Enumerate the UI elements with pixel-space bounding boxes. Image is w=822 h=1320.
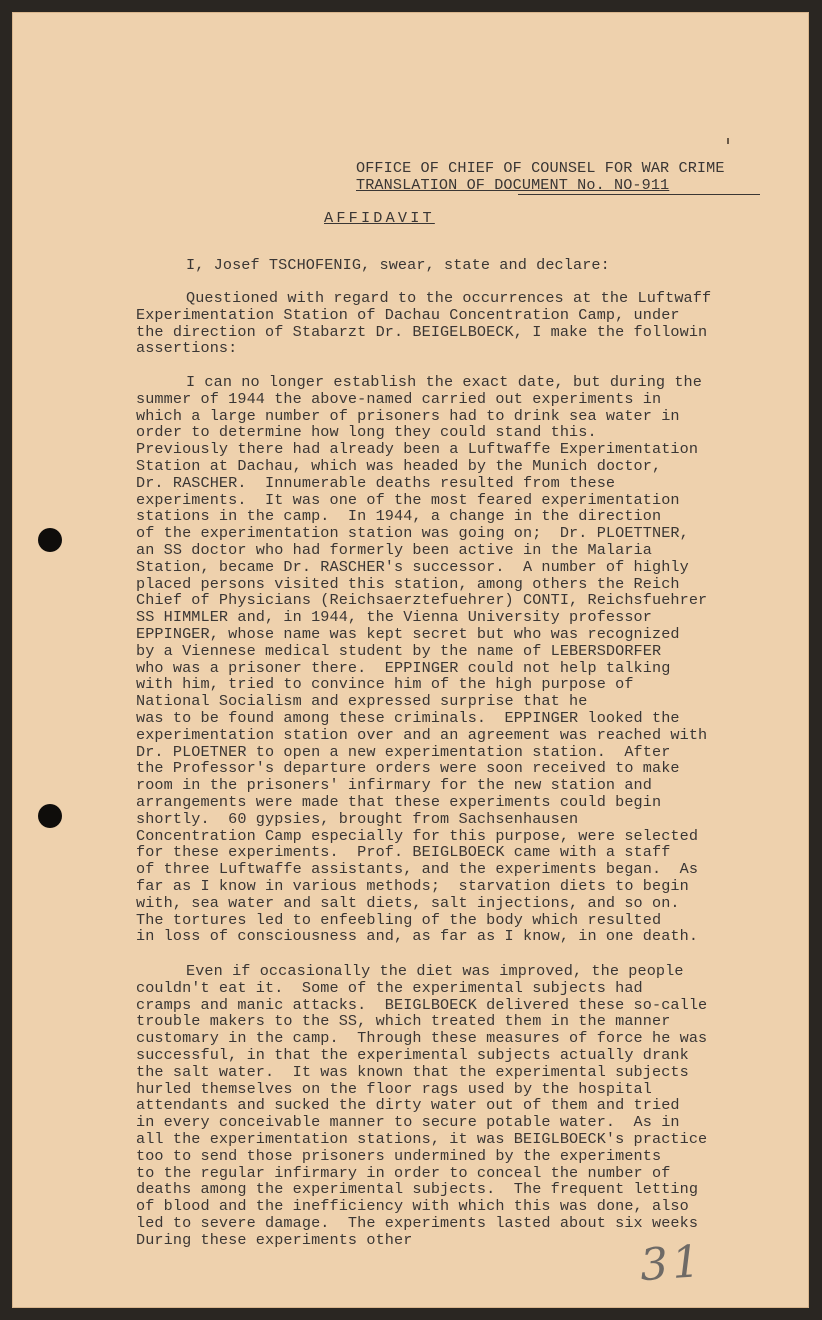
document-title: AFFIDAVIT	[324, 209, 435, 227]
paragraph-line: far as I know in various methods; starvation diets to begin	[136, 877, 689, 895]
header-office-line: OFFICE OF CHIEF OF COUNSEL FOR WAR CRIME	[356, 159, 725, 177]
oath-line: I, Josef TSCHOFENIG, swear, state and declare:	[186, 256, 610, 274]
paragraph-line: all the experimentation stations, it was BEIGLBOECK's practice	[136, 1130, 708, 1148]
paragraph-line: National Socialism and expressed surprise that he	[136, 692, 588, 711]
paragraph-line: attendants and sucked the dirty water out of them and tried	[136, 1096, 680, 1115]
paragraph-line: customary in the camp. Through these measures of force he was	[136, 1029, 708, 1048]
punch-hole-bottom	[38, 804, 62, 828]
paragraph-line: Previously there had already been a Luftwaffe Experimentation	[136, 440, 699, 459]
paragraph-line: Station, became Dr. RASCHER's successor. A number of highly	[136, 557, 689, 576]
paragraph-line: experimentation station over and an agreement was reached with	[136, 725, 708, 744]
paragraph-line: shortly. 60 gypsies, brought from Sachsenhausen	[136, 809, 579, 828]
paragraph-line: an SS doctor who had formerly been active in the Malaria	[136, 541, 652, 559]
paragraph-line: deaths among the experimental subjects. The frequent letting	[136, 1180, 699, 1199]
paragraph-line: to the regular infirmary in order to conceal the number of	[136, 1163, 671, 1182]
paragraph-line: with, sea water and salt diets, salt injections, and so on.	[136, 893, 680, 912]
paragraph-line: arrangements were made that these experiments could begin	[136, 793, 662, 811]
paragraph-line: Chief of Physicians (Reichsaerztefuehrer) CONTI, Reichsfuehrer	[136, 591, 708, 610]
paragraph-line: led to severe damage. The experiments lasted about six weeks	[136, 1214, 699, 1232]
header-underline	[518, 194, 760, 195]
paragraph-line: hurled themselves on the floor rags used by the hospital	[136, 1079, 652, 1098]
paragraph-line: EPPINGER, whose name was kept secret but who was recognized	[136, 625, 680, 643]
paragraph-line: couldn't eat it. Some of the experimental subjects had	[136, 978, 643, 997]
paragraph-line: Concentration Camp especially for this purpose, were selected	[136, 826, 699, 845]
paragraph-line: SS HIMMLER and, in 1944, the Vienna University professor	[136, 608, 652, 627]
paragraph-line: Questioned with regard to the occurrences at the Luftwaff	[186, 289, 712, 307]
paragraph-line: Experimentation Station of Dachau Concentration Camp, under	[136, 305, 680, 324]
paragraph-line: in every conceivable manner to secure potable water. As in	[136, 1113, 680, 1132]
paragraph-line: stations in the camp. In 1944, a change in the direction	[136, 507, 662, 526]
paragraph-line: with him, tried to convince him of the high purpose of	[136, 675, 634, 694]
paragraph-line: I can no longer establish the exact date, but during the	[186, 373, 702, 391]
paragraph-line: in loss of consciousness and, as far as I know, in one death.	[136, 927, 699, 946]
paper-speck	[727, 138, 729, 144]
paragraph-line: Station at Dachau, which was headed by the Munich doctor,	[136, 457, 662, 475]
paragraph-line: the salt water. It was known that the experimental subjects	[136, 1062, 689, 1081]
paragraph-line: experiments. It was one of the most feared experimentation	[136, 490, 680, 509]
paragraph-line: order to determine how long they could stand this.	[136, 423, 597, 442]
paragraph-line: was to be found among these criminals. EPPINGER looked the	[136, 709, 680, 727]
handwritten-page-number: 31	[638, 1235, 706, 1292]
paragraph-line: trouble makers to the SS, which treated them in the manner	[136, 1012, 671, 1031]
header-translation-line: TRANSLATION OF DOCUMENT No. NO-911	[356, 176, 670, 194]
paragraph-line: cramps and manic attacks. BEIGLBOECK delivered these so-calle	[136, 995, 708, 1014]
paragraph-line: summer of 1944 the above-named carried out experiments in	[136, 389, 662, 408]
paragraph-line: successful, in that the experimental subjects actually drank	[136, 1046, 689, 1064]
paragraph-line: The tortures led to enfeebling of the body which resulted	[136, 910, 662, 929]
paragraph-line: too to send those prisoners undermined by the experiments	[136, 1146, 662, 1165]
paragraph-line: who was a prisoner there. EPPINGER could not help talking	[136, 658, 671, 677]
paragraph-line: Dr. PLOETNER to open a new experimentation station. After	[136, 742, 671, 761]
paragraph-line: placed persons visited this station, among others the Reich	[136, 574, 680, 593]
paragraph-line: of three Luftwaffe assistants, and the experiments began. As	[136, 860, 699, 879]
paragraph-line: by a Viennese medical student by the name of LEBERSDORFER	[136, 641, 662, 660]
paragraph-line: for these experiments. Prof. BEIGLBOECK came with a staff	[136, 843, 671, 862]
paragraph-line: the direction of Stabarzt Dr. BEIGELBOECK, I make the followin	[136, 322, 708, 341]
paragraph-line: Even if occasionally the diet was improved, the people	[186, 962, 684, 980]
paragraph-line: which a large number of prisoners had to drink sea water in	[136, 406, 680, 425]
paragraph-line: Dr. RASCHER. Innumerable deaths resulted from these	[136, 473, 616, 492]
paragraph-line: assertions:	[136, 339, 238, 358]
punch-hole-top	[38, 528, 62, 552]
paragraph-line: of blood and the inefficiency with which this was done, also	[136, 1197, 689, 1216]
paragraph-line: During these experiments other	[136, 1230, 413, 1249]
paragraph-line: room in the prisoners' infirmary for the new station and	[136, 776, 652, 795]
paragraph-line: of the experimentation station was going on; Dr. PLOETTNER,	[136, 524, 689, 543]
paragraph-line: the Professor's departure orders were soon received to make	[136, 759, 680, 778]
